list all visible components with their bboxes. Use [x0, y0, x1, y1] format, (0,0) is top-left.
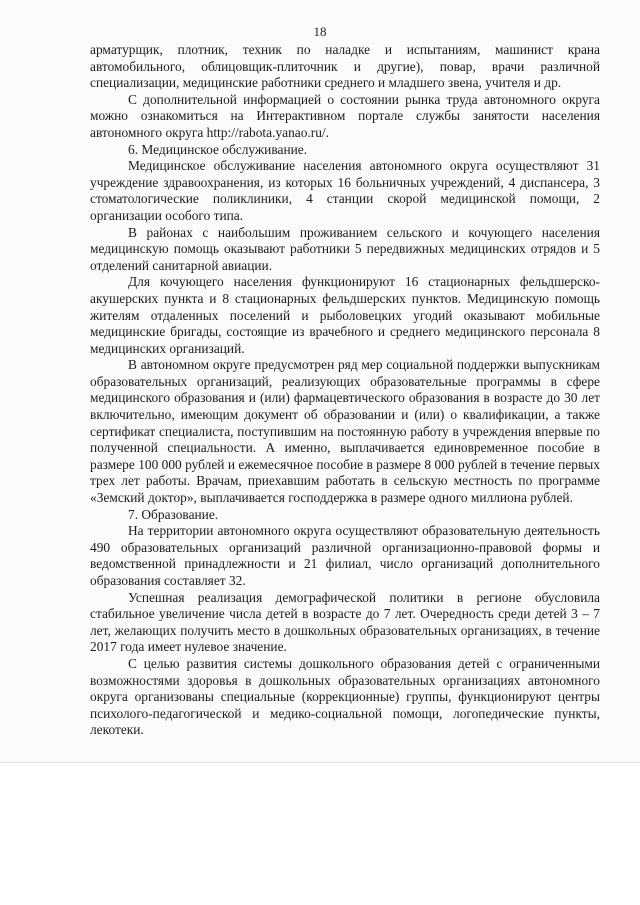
paragraph-medical-institutions: Медицинское обслуживание населения автономного округа осуществляют 31 учреждение здравоохранения, из которых 16 больничных учреждений, 4 диспансера, 3 стоматологические поликлиники, 4 станции скорой медицинской помощи, 2 организации особого типа.: [90, 158, 600, 223]
paragraph-labor-market-portal: С дополнительной информацией о состоянии рынка труда автономного округа можно ознакомиться на Интерактивном портале службы занятости населения автономного округа http://rabota.yanao.ru/.: [90, 91, 600, 140]
section-heading-education: 7. Образование.: [128, 506, 219, 522]
paragraph-educational-organizations: На территории автономного округа осуществляют образовательную деятельность 490 образовательных организаций различной организационно-правовой формы и ведомственной принадлежности и 21 филиал, число организаций дополнительного образования составляет 32.: [90, 523, 600, 588]
paragraph-demographic-policy: Успешная реализация демографической политики в регионе обусловила стабильное увеличение числа детей в возрасте до 7 лет. Очередность среди детей 3 – 7 лет, желающих получить место в дошкольных образовательных организациях, в течение 2017 года имеет нулевое значение.: [90, 589, 600, 655]
paragraph-nomadic-population: Для кочующего населения функционируют 16 стационарных фельдшерско-акушерских пункта и 8 стационарных фельдшерских пунктов. Медицинскую помощь жителям отдаленных поселений и рыболовецких угодий оказывают мобильные медицинские бригады, состоящие из врачебного и среднего медицинского персонала 8 медицинских организаций.: [90, 274, 600, 356]
paragraph-preschool-special-groups: С целью развития системы дошкольного образования детей с ограниченными возможностями здоровья в дошкольных образовательных организациях автономного округа организованы специальные (коррекционные) группы, функционируют центры психолого-педагогической и медико-социальной помощи, логопедические пункты, лекотеки.: [90, 655, 600, 738]
paragraph-rural-medical-care: В районах с наибольшим проживанием сельского и кочующего населения медицинскую помощь оказывают работники 5 передвижных медицинских отрядов и 5 отделений санитарной авиации.: [90, 224, 600, 273]
scan-bottom-margin: [0, 762, 640, 905]
paragraph-continuation: арматурщик, плотник, техник по наладке и испытаниям, машинист крана автомобильного, облицовщик-плиточник и другие), повар, врачи различной специализации, медицинские работники среднего и младшего звена, учителя и др.: [90, 42, 600, 91]
paragraph-social-support: В автономном округе предусмотрен ряд мер социальной поддержки выпускникам образовательных организаций, реализующих образовательные программы в сфере медицинского образования и (или) фармацевтического образования в возрасте до 30 лет включительно, имеющим документ об образовании и (или) о квалификации, а также сертификат специалиста, поступившим на постоянную работу в учреждения впервые по полученной специальности. А именно, выплачивается единовременное пособие в размере 100 000 рублей и ежемесячное пособие в размере 8 000 рублей в течение первых трех лет работы. Врачам, приехавшим работать в сельскую местность по программе «Земский доктор», выплачивается господдержка в размере одного миллиона рублей.: [90, 357, 600, 506]
page-number: 18: [313, 24, 327, 39]
document-body: [90, 42, 600, 739]
section-heading-medical: 6. Медицинское обслуживание.: [128, 141, 308, 157]
